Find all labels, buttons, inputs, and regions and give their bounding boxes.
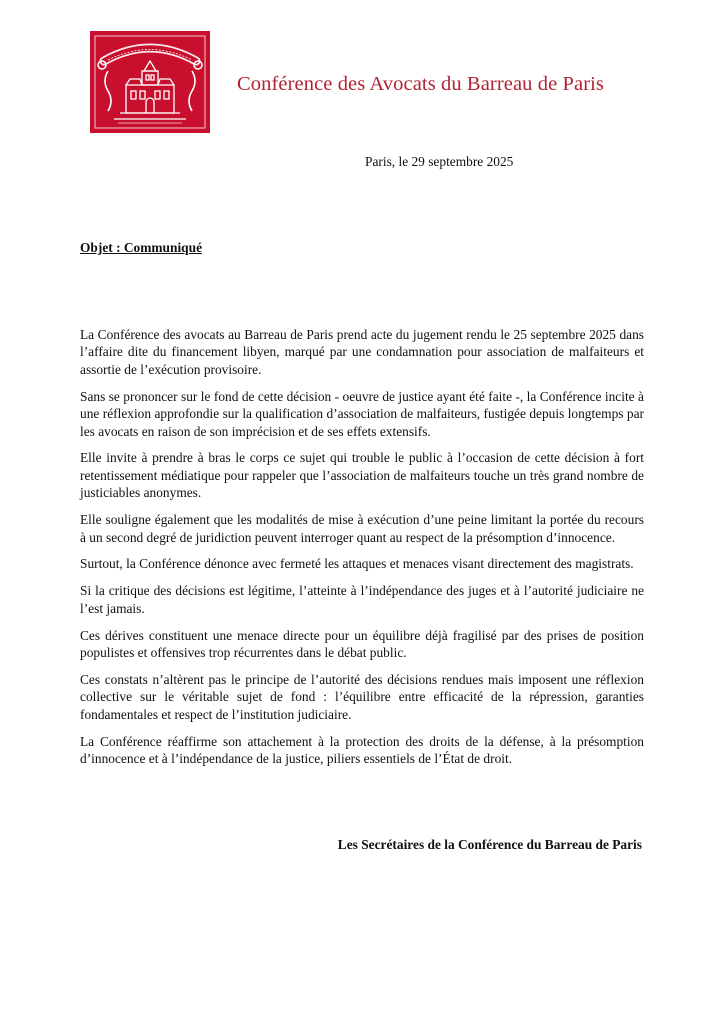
paragraph-4: Elle souligne également que les modalités de mise à exécution d’une peine limitant la portée du recours à un second degré de juridiction peuvent interroger quant au respect de la présomption d’innocence. xyxy=(80,512,644,545)
paragraph-2: Sans se prononcer sur le fond de cette décision - oeuvre de justice ayant été faite -, la Conférence incite à une réflexion approfondie sur la qualification d’association de malfaiteurs, fustigée depuis longtemps par les avocats en raison de son imprécision et de ses effets extensifs. xyxy=(80,388,644,439)
paragraph-6: Si la critique des décisions est légitime, l’atteinte à l’indépendance des juges et à l’autorité judiciaire ne l’est jamais. xyxy=(80,583,644,616)
letter-body xyxy=(80,326,644,777)
paragraph-9: La Conférence réaffirme son attachement à la protection des droits de la défense, à la présomption d’innocence et à l’indépendance de la justice, piliers essentiels de l’État de droit. xyxy=(80,733,644,767)
conference-logo xyxy=(90,31,210,133)
subject-line: Objet : Communiqué xyxy=(80,240,203,255)
paragraph-5: Surtout, la Conférence dénonce avec fermeté les attaques et menaces visant directement des magistrats. xyxy=(80,556,634,572)
conference-emblem-icon xyxy=(90,31,210,133)
date-line: Paris, le 29 septembre 2025 xyxy=(365,154,514,169)
signature-line: Les Secrétaires de la Conférence du Barreau de Paris xyxy=(337,837,642,852)
paragraph-1: La Conférence des avocats au Barreau de Paris prend acte du jugement rendu le 25 septembre 2025 dans l’affaire dite du financement libyen, marqué par une condamnation pour association de malfaiteurs et assortie de l’exécution provisoire. xyxy=(80,327,644,377)
paragraph-8: Ces constats n’altèrent pas le principe de l’autorité des décisions rendues mais imposent une réflexion collective sur le véritable sujet de fond : l’équilibre entre efficacité de la répression, garanties fondamentales et respect de l’institution judiciaire. xyxy=(80,672,644,722)
paragraph-7: Ces dérives constituent une menace directe pour un équilibre déjà fragilisé par des prises de position populistes et offensives trop récurrentes dans le débat public. xyxy=(80,627,644,661)
paragraph-3: Elle invite à prendre à bras le corps ce sujet qui trouble le public à l’occasion de cette décision à fort retentissement médiatique pour rappeler que l’association de malfaiteurs touche un très grand nombre de justiciables anonymes. xyxy=(80,450,644,501)
organization-title: Conférence des Avocats du Barreau de Paris xyxy=(237,73,604,95)
